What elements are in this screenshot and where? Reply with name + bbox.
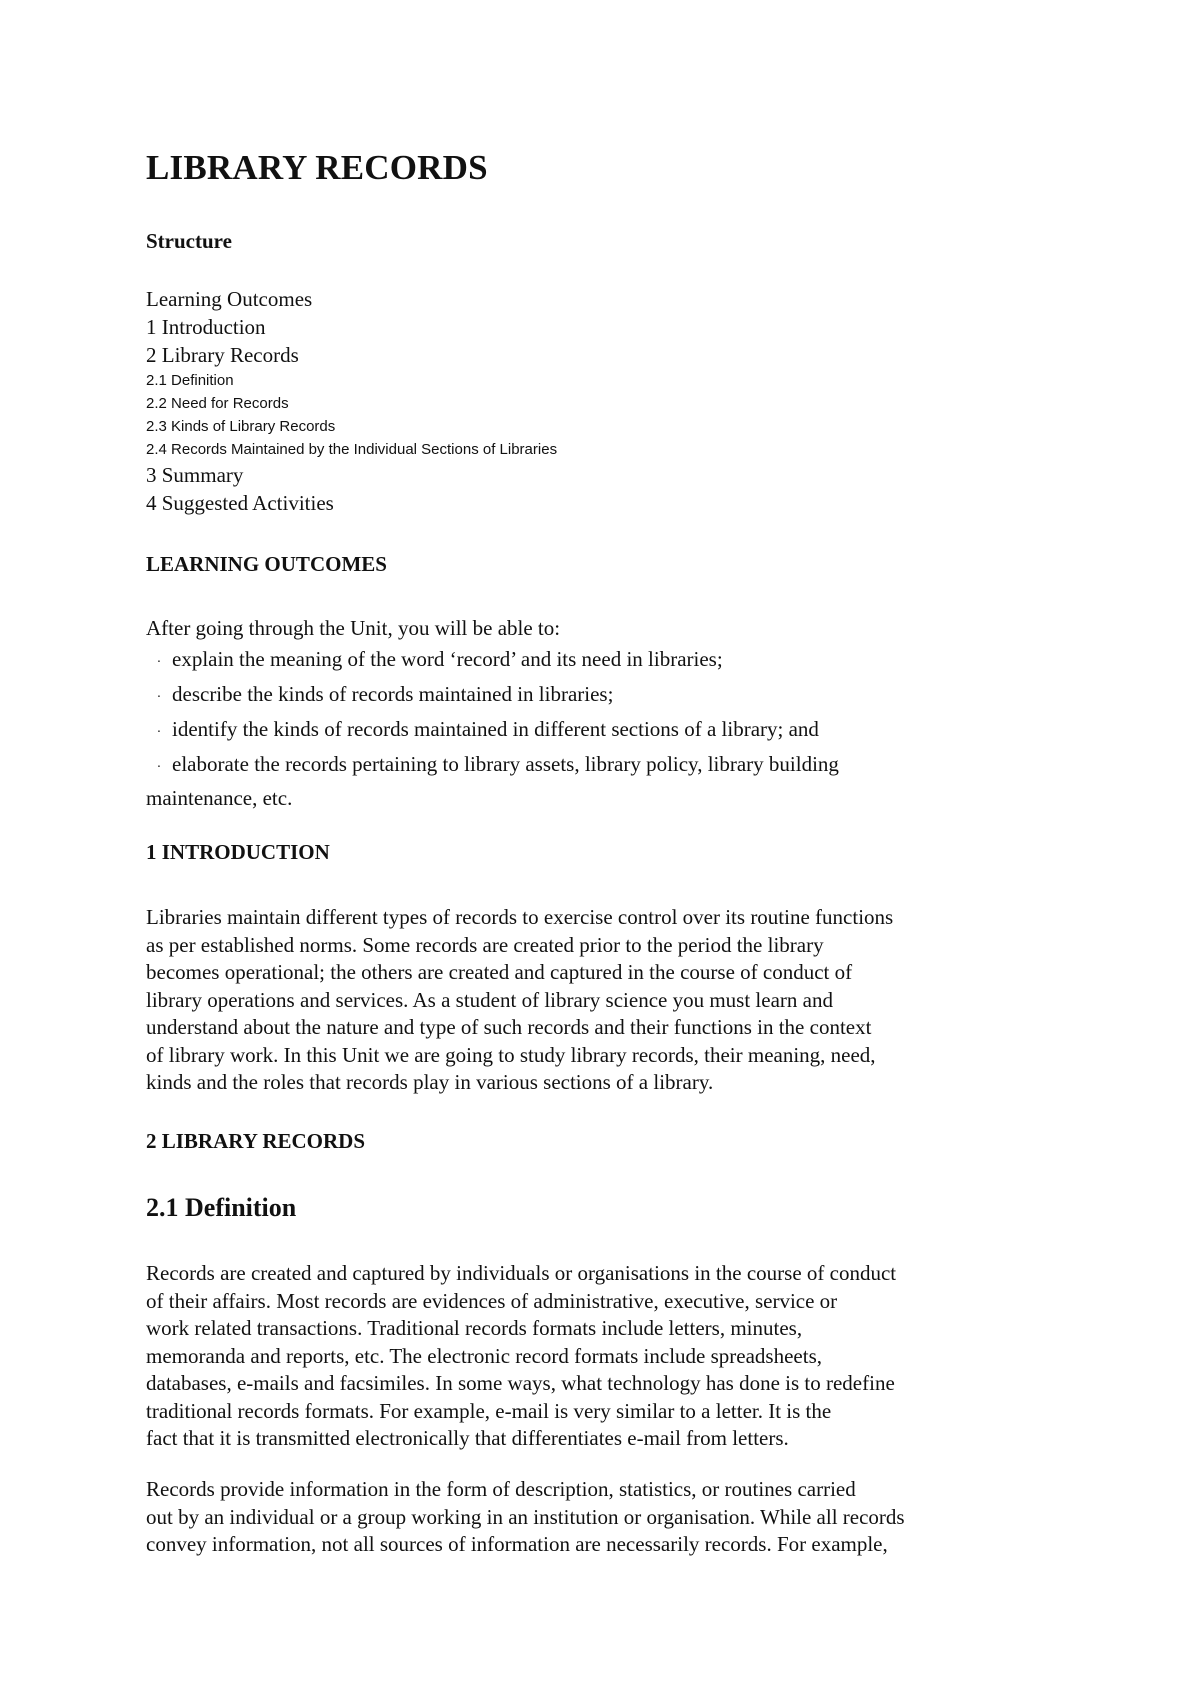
- list-item: · explain the meaning of the word ‘record’ and its need in libraries;: [146, 642, 839, 677]
- toc-item: 3 Summary: [146, 463, 244, 487]
- structure-label: Structure: [146, 229, 232, 253]
- bullet-icon: ·: [156, 760, 162, 775]
- text-line: fact that it is transmitted electronically that differentiates e-mail from letters.: [146, 1426, 789, 1450]
- toc-item: 2 Library Records: [146, 343, 299, 367]
- text-line: traditional records formats. For example, e-mail is very similar to a letter. It is the: [146, 1398, 832, 1423]
- toc-subitem: 2.3 Kinds of Library Records: [146, 418, 336, 435]
- text-line: out by an individual or a group working in an institution or organisation. While all records: [146, 1504, 905, 1529]
- toc-item: 4 Suggested Activities: [146, 491, 334, 515]
- learning-outcomes-list: [146, 642, 839, 782]
- library-records-heading: 2 LIBRARY RECORDS: [146, 1129, 366, 1153]
- list-item: · describe the kinds of records maintained in libraries;: [146, 677, 839, 712]
- introduction-paragraph: [146, 904, 1046, 1097]
- text-line: Records are created and captured by individuals or organisations in the course of conduct: [146, 1261, 897, 1285]
- text-line: of their affairs. Most records are evidences of administrative, executive, service or: [146, 1288, 838, 1313]
- definition-paragraph-2: [146, 1476, 1046, 1559]
- text-line: library operations and services. As a student of library science you must learn and: [146, 987, 833, 1012]
- toc-subitem: 2.4 Records Maintained by the Individual Sections of Libraries: [146, 441, 558, 458]
- text-line: work related transactions. Traditional records formats include letters, minutes,: [146, 1316, 803, 1340]
- definition-paragraph-1: [146, 1260, 1046, 1453]
- text-line: as per established norms. Some records are created prior to the period the library: [146, 932, 824, 957]
- text-line: Libraries maintain different types of records to exercise control over its routine functions: [146, 905, 894, 929]
- document-title: LIBRARY RECORDS: [146, 148, 488, 187]
- learning-outcomes-heading: LEARNING OUTCOMES: [146, 552, 387, 576]
- text-line: memoranda and reports, etc. The electronic record formats include spreadsheets,: [146, 1343, 822, 1368]
- toc-item: 1 Introduction: [146, 315, 266, 339]
- bullet-continuation: maintenance, etc.: [146, 786, 293, 810]
- toc-subitem: 2.2 Need for Records: [146, 395, 289, 412]
- learning-outcomes-lead: After going through the Unit, you will be able to:: [146, 616, 561, 640]
- toc-item: Learning Outcomes: [146, 287, 313, 311]
- text-line: databases, e-mails and facsimiles. In some ways, what technology has done is to redefine: [146, 1371, 895, 1395]
- text-line: becomes operational; the others are created and captured in the course of conduct of: [146, 960, 853, 984]
- text-line: Records provide information in the form of description, statistics, or routines carried: [146, 1477, 856, 1501]
- text-line: understand about the nature and type of such records and their functions in the context: [146, 1015, 872, 1039]
- introduction-heading: 1 INTRODUCTION: [146, 840, 330, 864]
- text-line: convey information, not all sources of information are necessarily records. For example,: [146, 1532, 888, 1556]
- bullet-icon: ·: [156, 725, 162, 740]
- text-line: kinds and the roles that records play in various sections of a library.: [146, 1070, 714, 1094]
- bullet-icon: ·: [156, 690, 162, 705]
- bullet-icon: ·: [156, 655, 162, 670]
- table-of-contents: [146, 285, 557, 517]
- toc-subitem: 2.1 Definition: [146, 372, 234, 389]
- list-item: · elaborate the records pertaining to library assets, library policy, library building: [146, 747, 839, 782]
- definition-heading: 2.1 Definition: [146, 1193, 297, 1222]
- list-item: · identify the kinds of records maintained in different sections of a library; and: [146, 712, 839, 747]
- text-line: of library work. In this Unit we are going to study library records, their meaning, need,: [146, 1042, 876, 1067]
